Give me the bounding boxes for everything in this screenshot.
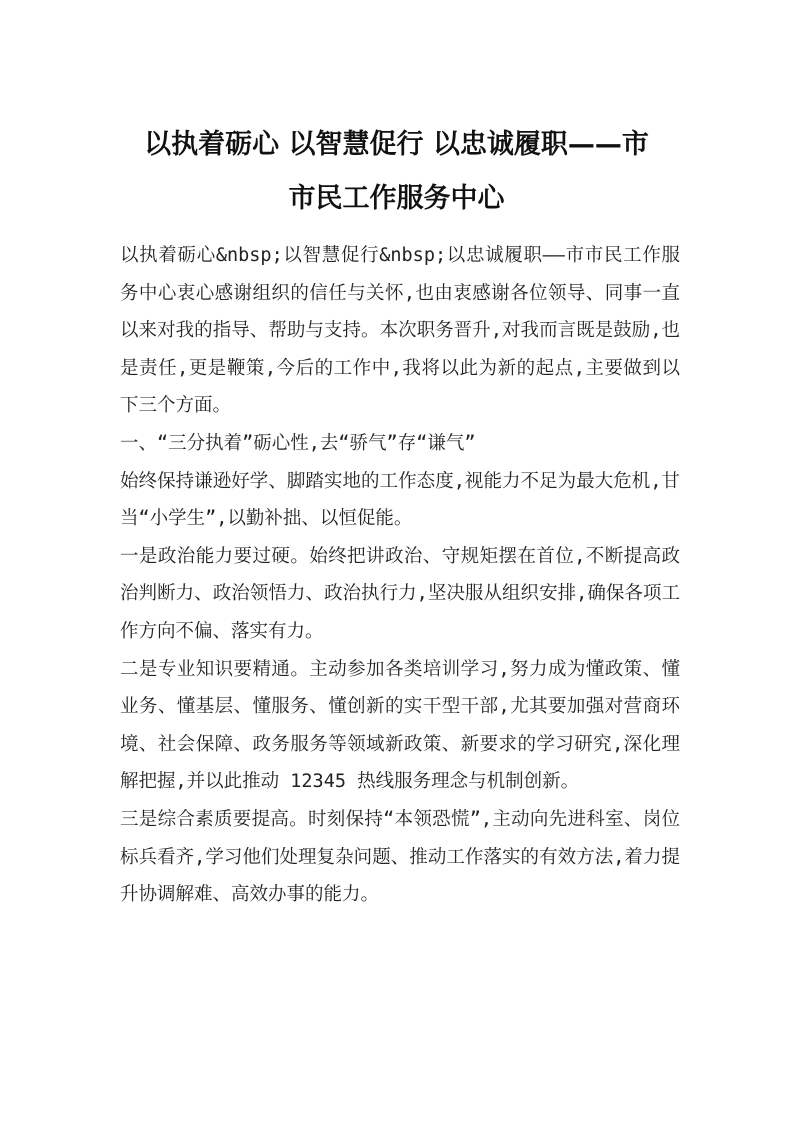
point-two-paragraph: 二是专业知识要精通。主动参加各类培训学习,努力成为懂政策、懂业务、懂基层、懂服务、懂创新的实干型干部,尤其要加强对营商环境、社会保障、政务服务等领域新政策、新要求的学习研究,深化理解把握,并以此推动 12345 热线服务理念与机制创新。 — [120, 658, 680, 793]
title-line-2: 市民工作服务中心 — [288, 183, 505, 214]
section-summary-paragraph: 始终保持谦逊好学、脚踏实地的工作态度,视能力不足为最大危机,甘当“小学生”,以勤补拙、以恒促能。 — [120, 470, 680, 530]
point-three-paragraph: 三是综合素质要提高。时刻保持“本领恐慌”,主动向先进科室、岗位标兵看齐,学习他们处理复杂问题、推动工作落实的有效方法,着力提升协调解难、高效办事的能力。 — [120, 808, 680, 906]
intro-paragraph: 以执着砺心&nbsp;以智慧促行&nbsp;以忠诚履职——市市民工作服务中心衷心感谢组织的信任与关怀,也由衷感谢各位领导、同事一直以来对我的指导、帮助与支持。本次职务晋升,对我而言既是鼓励,也是责任,更是鞭策,今后的工作中,我将以此为新的起点,主要做到以下三个方面。 — [120, 245, 680, 417]
section-heading: 一、“三分执着”砺心性,去“骄气”存“谦气” — [120, 432, 476, 454]
title-line-1: 以执着砺心 以智慧促行 以忠诚履职——市 — [144, 129, 649, 160]
document-body — [120, 237, 680, 914]
point-one-paragraph: 一是政治能力要过硬。始终把讲政治、守规矩摆在首位,不断提高政治判断力、政治领悟力、政治执行力,坚决服从组织安排,确保各项工作方向不偏、落实有力。 — [120, 545, 680, 642]
document-title — [100, 118, 693, 226]
